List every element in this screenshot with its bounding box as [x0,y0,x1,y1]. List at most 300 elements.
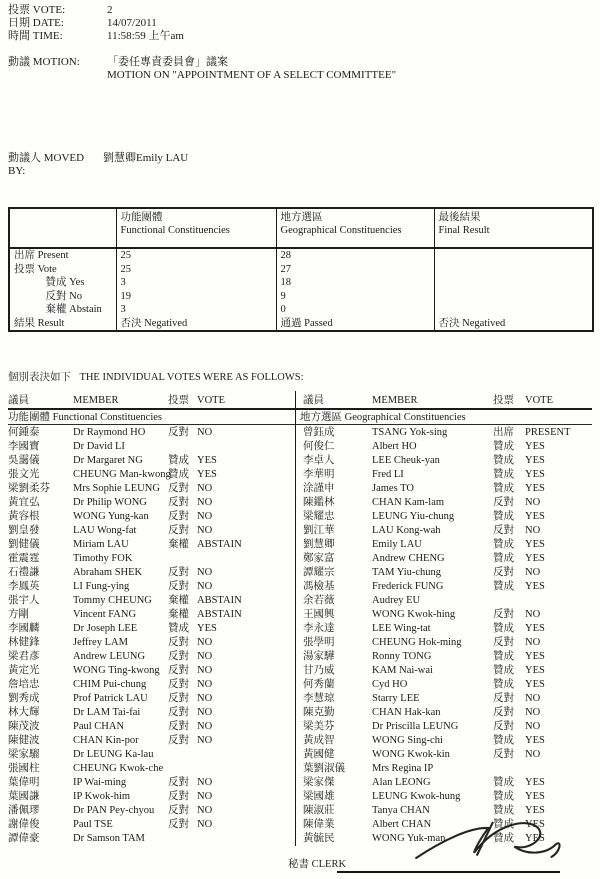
summary-row [9,276,593,290]
summary-row [9,303,593,317]
member-row [8,440,295,454]
individual-votes-heading-zh: 個別表決如下 [8,372,71,383]
member-vote-zh: 贊成 [493,833,514,844]
member-vote-en: NO [197,707,213,718]
individual-votes-heading [8,371,304,384]
summary-fc-value: 25 [116,263,276,277]
motion-label: 動議 MOTION: [8,56,80,68]
member-name-zh: 陳茂波 [8,721,40,732]
member-list-functional [8,426,295,846]
member-vote-en: NO [197,581,213,592]
date-value: 14/07/2011 [107,17,157,29]
member-vote-zh: 反對 [168,707,189,718]
member-row [296,538,592,552]
summary-column-header [9,208,116,248]
member-name-en: Paul CHAN [73,721,125,732]
member-vote-zh: 贊成 [493,581,514,592]
member-row [296,510,592,524]
member-name-en: Dr LEUNG Ka-lau [73,749,154,760]
member-row [296,664,592,678]
motion-row [8,56,396,82]
member-vote-zh: 出席 [493,427,514,438]
member-vote-zh: 贊成 [493,651,514,662]
member-vote-zh: 贊成 [493,805,514,816]
member-vote-en: NO [525,721,541,732]
member-vote-en: NO [197,819,213,830]
member-vote-zh: 反對 [168,721,189,732]
summary-table [8,207,594,332]
summary-row-label: 結果 Result [14,317,65,329]
member-vote-en: YES [525,441,545,452]
member-name-zh: 葉劉淑儀 [303,763,345,774]
member-row [296,706,592,720]
member-vote-en: YES [525,539,545,550]
member-name-zh: 梁家騮 [8,749,40,760]
member-name-zh: 譚偉豪 [8,833,40,844]
member-vote-zh: 反對 [168,567,189,578]
member-row [8,566,295,580]
member-vote-en: YES [525,679,545,690]
member-name-zh: 黃成智 [303,735,335,746]
member-name-zh: 謝偉俊 [8,819,40,830]
member-vote-zh: 贊成 [493,819,514,830]
member-name-zh: 陳克勤 [303,707,335,718]
member-name-zh: 梁美芬 [303,721,335,732]
member-row [8,818,295,832]
member-vote-en: YES [525,483,545,494]
member-row [296,692,592,706]
summary-column-header [434,208,593,248]
member-vote-en: NO [197,693,213,704]
member-name-zh: 劉健儀 [8,539,40,550]
member-row [8,832,295,846]
section-functional-constituencies [8,411,295,424]
section-label-en: Functional Constituencies [52,412,162,423]
member-name-en: Dr Philip WONG [73,497,147,508]
member-name-zh: 涂謹申 [303,483,335,494]
member-name-zh: 霍震霆 [8,553,40,564]
votes-column-header-right [296,394,592,408]
member-name-en: Albert CHAN [372,819,432,830]
member-vote-en: YES [197,623,217,634]
section-label-zh: 地方選區 [300,412,342,423]
member-vote-en: NO [525,497,541,508]
member-name-zh: 陳淑莊 [303,805,335,816]
member-row [8,510,295,524]
vote-number-row [8,4,113,17]
member-vote-en: NO [197,651,213,662]
time-value: 11:58:59 上午am [107,30,184,42]
vote-col-zh: 投票 [168,395,189,406]
member-name-en: WONG Yung-kan [73,511,149,522]
member-vote-zh: 棄權 [168,595,189,606]
member-name-zh: 李國麟 [8,623,40,634]
member-name-zh: 李卓人 [303,455,335,466]
member-name-en: LEE Cheuk-yan [372,455,440,466]
member-name-zh: 黃容根 [8,511,40,522]
member-name-zh: 詹培忠 [8,679,40,690]
member-row [8,706,295,720]
summary-column-header-en: Final Result [438,225,490,236]
member-vote-zh: 贊成 [493,777,514,788]
vote-col-en: VOTE [197,395,225,406]
member-name-en: Ronny TONG [372,651,432,662]
member-vote-zh: 棄權 [168,539,189,550]
member-vote-en: YES [197,469,217,480]
member-name-zh: 梁耀忠 [303,511,335,522]
votes-column-header-left [8,394,295,408]
member-name-en: KAM Nai-wai [372,665,433,676]
member-name-zh: 林健鋒 [8,637,40,648]
member-vote-en: NO [525,693,541,704]
member-name-zh: 曾鈺成 [303,427,335,438]
member-name-en: CHAN Kam-lam [372,497,445,508]
member-name-en: LAU Kong-wah [372,525,441,536]
member-name-en: Dr Samson TAM [73,833,145,844]
summary-column-header [276,208,434,248]
member-name-en: LEUNG Yiu-chung [372,511,455,522]
member-row [296,776,592,790]
member-name-zh: 譚耀宗 [303,567,335,578]
member-row [296,580,592,594]
member-vote-zh: 反對 [168,819,189,830]
member-name-zh: 甘乃威 [303,665,335,676]
member-row [296,454,592,468]
member-name-en: Vincent FANG [73,609,137,620]
member-vote-en: YES [525,819,545,830]
member-vote-zh: 反對 [168,791,189,802]
member-vote-zh: 反對 [168,735,189,746]
member-name-en: LAU Wong-fat [73,525,137,536]
member-name-en: Dr Raymond HO [73,427,146,438]
member-col-zh: 議員 [303,395,324,406]
member-vote-en: NO [197,483,213,494]
member-row [8,678,295,692]
member-name-en: LI Fung-ying [73,581,130,592]
member-row [296,636,592,650]
member-row [296,426,592,440]
member-vote-en: YES [525,791,545,802]
summary-body [9,248,593,331]
member-name-en: TSANG Yok-sing [372,427,448,438]
date-row [8,17,157,30]
member-vote-zh: 反對 [168,665,189,676]
member-vote-en: YES [525,581,545,592]
summary-gc-value: 27 [276,263,434,277]
summary-column-header-zh: 最後結果 [438,212,481,223]
member-vote-zh: 反對 [168,427,189,438]
member-row [8,552,295,566]
member-row [8,790,295,804]
time-label: 時間 TIME: [8,30,63,42]
member-vote-en: YES [525,777,545,788]
member-vote-en: ABSTAIN [197,609,242,620]
member-name-en: James TO [372,483,414,494]
member-row [8,650,295,664]
member-vote-zh: 反對 [168,511,189,522]
summary-row-label: 出席 Present [14,250,69,261]
vote-number-label: 投票 VOTE: [8,4,66,16]
member-name-en: WONG Sing-chi [372,735,443,746]
member-vote-en: NO [197,805,213,816]
member-vote-zh: 反對 [168,525,189,536]
member-row [296,608,592,622]
member-list-geographical [296,426,592,846]
member-name-en: Fred LI [372,469,404,480]
member-row [8,580,295,594]
summary-gc-value: 18 [276,276,434,290]
summary-final-value [434,248,593,263]
date-label: 日期 DATE: [8,17,64,29]
summary-row-label: 棄權 Abstain [14,304,102,315]
member-name-zh: 鄭家富 [303,553,335,564]
member-name-zh: 湯家驊 [303,651,335,662]
member-name-zh: 吳靄儀 [8,455,40,466]
member-row [296,552,592,566]
moved-by-label: 動議人 MOVED BY: [8,152,85,177]
member-row [296,678,592,692]
summary-column-header [116,208,276,248]
vote-col-zh: 投票 [493,395,514,406]
member-name-zh: 梁劉柔芬 [8,483,50,494]
member-col-en: MEMBER [372,395,418,406]
member-vote-en: NO [197,791,213,802]
moved-by-value: 劉慧卿Emily LAU [103,152,189,164]
member-vote-zh: 反對 [493,567,514,578]
column-divider [295,391,296,846]
member-name-en: CHEUNG Hok-ming [372,637,462,648]
member-name-en: Emily LAU [372,539,422,550]
member-row [296,748,592,762]
member-vote-zh: 反對 [493,637,514,648]
member-name-en: CHIM Pui-chung [73,679,147,690]
summary-row-label: 贊成 Yes [14,277,85,288]
summary-gc-value: 9 [276,290,434,304]
member-vote-zh: 棄權 [168,609,189,620]
summary-fc-value: 3 [116,303,276,317]
member-vote-zh: 贊成 [493,483,514,494]
member-vote-en: NO [525,637,541,648]
summary-fc-value: 3 [116,276,276,290]
member-vote-en: YES [525,469,545,480]
section-geographical-constituencies [296,411,592,424]
member-name-zh: 陳鑑林 [303,497,335,508]
member-vote-zh: 反對 [168,651,189,662]
member-vote-en: NO [197,497,213,508]
member-vote-zh: 反對 [168,497,189,508]
clerk-label: 秘書 CLERK [288,859,347,870]
member-row [8,622,295,636]
summary-row [9,317,593,332]
member-vote-en: YES [525,833,545,844]
member-name-en: WONG Kwok-hing [372,609,456,620]
member-name-zh: 張宇人 [8,595,40,606]
member-vote-zh: 反對 [493,497,514,508]
member-row [8,636,295,650]
member-row [8,762,295,776]
member-name-en: CHAN Hak-kan [372,707,441,718]
member-name-en: IP Wai-ming [73,777,127,788]
member-name-en: Dr LAM Tai-fai [73,707,141,718]
clerk-signature [412,816,567,871]
summary-column-header-zh: 功能團體 [120,212,163,223]
member-name-zh: 何鍾泰 [8,427,40,438]
member-vote-en: NO [197,511,213,522]
member-vote-en: NO [197,637,213,648]
member-vote-en: NO [197,721,213,732]
member-vote-en: NO [197,777,213,788]
member-row [8,608,295,622]
member-name-zh: 梁君彥 [8,651,40,662]
member-vote-en: ABSTAIN [197,595,242,606]
member-vote-en: NO [525,707,541,718]
member-row [8,496,295,510]
member-name-zh: 李華明 [303,469,335,480]
summary-row-label: 反對 No [14,290,82,302]
member-vote-zh: 贊成 [493,735,514,746]
member-name-en: Prof Patrick LAU [73,693,148,704]
member-name-zh: 林大輝 [8,707,40,718]
member-vote-en: PRESENT [525,427,571,438]
member-name-en: Tommy CHEUNG [73,595,152,606]
member-vote-zh: 反對 [493,609,514,620]
summary-final-value [434,276,593,290]
member-vote-zh: 反對 [168,637,189,648]
member-name-en: Alan LEONG [372,777,431,788]
member-vote-en: NO [197,567,213,578]
member-name-zh: 梁家傑 [303,777,335,788]
member-name-en: Dr PAN Pey-chyou [73,805,155,816]
member-vote-en: YES [525,553,545,564]
member-vote-en: NO [197,525,213,536]
member-name-en: Albert HO [372,441,417,452]
summary-column-header-en: Geographical Constituencies [280,225,402,236]
member-row [8,538,295,552]
member-name-zh: 何俊仁 [303,441,335,452]
summary-final-value [434,303,593,317]
member-vote-zh: 贊成 [493,539,514,550]
member-vote-zh: 贊成 [493,511,514,522]
member-name-en: Jeffrey LAM [73,637,128,648]
summary-final-value [434,263,593,277]
member-name-zh: 劉秀成 [8,693,40,704]
member-row [8,482,295,496]
summary-row-label: 投票 Vote [14,263,57,275]
member-name-en: Dr Priscilla LEUNG [372,721,459,732]
member-name-en: WONG Kwok-kin [372,749,450,760]
member-name-zh: 張學明 [303,637,335,648]
vote-col-en: VOTE [525,395,553,406]
member-name-zh: 梁國雄 [303,791,335,802]
member-vote-en: NO [197,665,213,676]
member-row [8,454,295,468]
section-rule [8,424,592,425]
member-name-en: Miriam LAU [73,539,129,550]
summary-column-header-en: Functional Constituencies [120,225,230,236]
member-name-zh: 張國柱 [8,763,40,774]
individual-votes-heading-en: THE INDIVIDUAL VOTES WERE AS FOLLOWS: [79,372,304,383]
summary-header-row [9,208,593,248]
time-row [8,30,184,43]
member-row [8,524,295,538]
member-col-en: MEMBER [73,395,119,406]
header-rule [8,408,592,410]
member-row [296,440,592,454]
member-name-en: Cyd HO [372,679,408,690]
vote-number-value: 2 [107,4,113,16]
member-row [296,594,592,608]
member-row [8,734,295,748]
member-row [8,468,295,482]
member-vote-en: YES [525,623,545,634]
member-vote-zh: 贊成 [493,469,514,480]
member-vote-zh: 反對 [168,777,189,788]
member-name-zh: 李慧琼 [303,693,335,704]
section-label-en: Geographical Constituencies [344,412,466,423]
member-vote-zh: 反對 [493,693,514,704]
member-name-en: Timothy FOK [73,553,133,564]
member-vote-en: NO [525,525,541,536]
section-label-zh: 功能團體 [8,412,50,423]
member-row [296,468,592,482]
member-row [8,692,295,706]
member-vote-zh: 反對 [168,483,189,494]
member-vote-en: NO [525,749,541,760]
member-name-en: Abraham SHEK [73,567,143,578]
member-row [8,594,295,608]
member-vote-zh: 贊成 [493,455,514,466]
member-row [8,720,295,734]
member-row [296,622,592,636]
member-vote-en: YES [525,665,545,676]
member-vote-zh: 贊成 [493,441,514,452]
member-name-zh: 黃宜弘 [8,497,40,508]
member-name-en: CHEUNG Man-kwong [73,469,171,480]
member-vote-en: YES [525,651,545,662]
summary-fc-value: 25 [116,248,276,263]
member-vote-zh: 反對 [493,721,514,732]
member-vote-en: YES [525,735,545,746]
member-vote-en: NO [197,679,213,690]
member-row [296,566,592,580]
member-name-zh: 王國興 [303,609,335,620]
member-name-zh: 李永達 [303,623,335,634]
member-vote-zh: 反對 [493,749,514,760]
member-row [8,748,295,762]
member-row [296,720,592,734]
summary-fc-value: 否決 Negatived [116,317,276,332]
member-name-en: WONG Ting-kwong [73,665,160,676]
member-name-en: Tanya CHAN [372,805,430,816]
summary-row [9,248,593,263]
member-name-en: LEUNG Kwok-hung [372,791,461,802]
motion-title-en: MOTION ON "APPOINTMENT OF A SELECT COMMITTEE" [107,69,397,81]
member-name-zh: 劉慧卿 [303,539,335,550]
member-name-zh: 馮檢基 [303,581,335,592]
summary-column-header-zh: 地方選區 [280,212,323,223]
summary-gc-value: 28 [276,248,434,263]
member-name-en: Mrs Regina IP [372,763,434,774]
member-vote-zh: 反對 [168,581,189,592]
member-name-zh: 劉皇發 [8,525,40,536]
member-vote-en: YES [197,455,217,466]
member-vote-zh: 贊成 [493,665,514,676]
member-vote-zh: 贊成 [493,623,514,634]
member-name-zh: 余若薇 [303,595,335,606]
member-name-zh: 李鳳英 [8,581,40,592]
member-col-zh: 議員 [8,395,29,406]
member-row [296,496,592,510]
